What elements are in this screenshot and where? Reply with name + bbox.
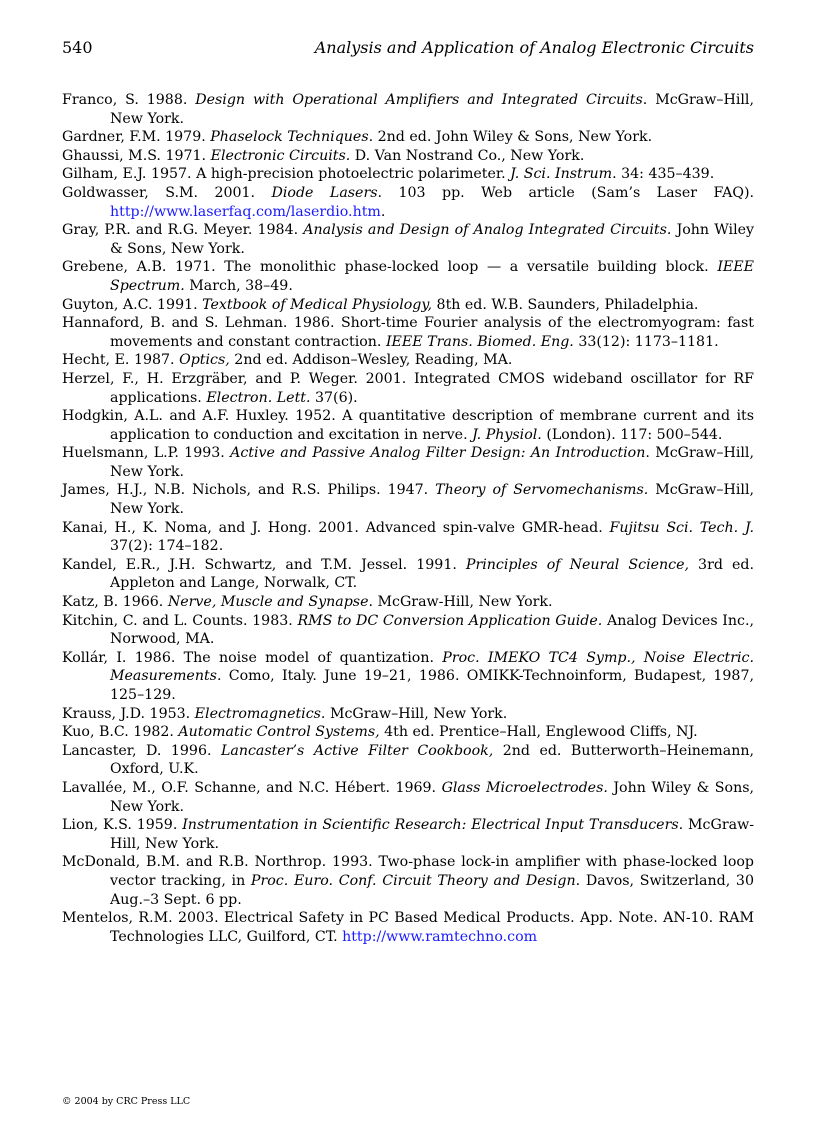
reference-entry — [62, 184, 754, 221]
reference-text: Lavallée, M., O.F. Schanne, and N.C. Hébert. 1969. — [62, 779, 442, 796]
reference-text: Herzel, F., H. Erzgräber, and P. Weger. 2001. Integrated CMOS wideband oscillator for RF applications. — [62, 370, 754, 406]
reference-text: McDonald, B.M. and R.B. Northrop. 1993. Two-phase lock-in amplifier with phase-locked loop vector tracking, in — [62, 854, 754, 889]
reference-entry — [62, 779, 754, 816]
reference-title: Principles of Neural Science, — [465, 556, 689, 573]
reference-title: Theory of Servomechanisms. — [435, 482, 649, 499]
reference-text: Kollár, I. 1986. The noise model of quantization. — [62, 649, 443, 666]
reference-text: John Wiley & Sons, New York. — [110, 222, 755, 257]
reference-title: Proc. Euro. Conf. Circuit Theory and Design — [250, 872, 576, 889]
reference-text: Hannaford, B. and S. Lehman. 1986. Short-time Fourier analysis of the electromyogram: fast movements and constant contraction. — [62, 315, 754, 350]
reference-entry — [62, 556, 754, 593]
reference-text: 3rd ed. Appleton and Lange, Norwalk, CT. — [110, 556, 754, 592]
reference-text: Gardner, F.M. 1979. — [62, 129, 211, 146]
page-number: 540 — [62, 38, 93, 57]
reference-title: J. Sci. Instrum — [510, 166, 613, 183]
reference-title: Nerve, Muscle and Synapse — [167, 594, 369, 611]
reference-text: 4th ed. Prentice–Hall, Englewood Cliffs, NJ. — [379, 724, 698, 741]
reference-text: . McGraw–Hill, New York. — [110, 445, 754, 480]
reference-text: . 103 pp. Web article (Sam’s Laser FAQ). — [377, 184, 754, 201]
reference-entry — [62, 221, 754, 258]
reference-title: IEEE Spectrum. — [110, 259, 754, 294]
reference-entry — [62, 128, 754, 147]
reference-text: Goldwasser, S.M. 2001. — [62, 184, 272, 201]
reference-text: (London). 117: 500–544. — [541, 426, 723, 443]
reference-entry — [62, 593, 754, 612]
reference-title: Automatic Control Systems, — [178, 724, 380, 741]
reference-text: . Davos, Switzerland, 30 Aug.–3 Sept. 6 pp. — [110, 872, 754, 908]
reference-text: John Wiley & Sons, New York. — [110, 779, 754, 815]
reference-title: Textbook of Medical Physiology, — [202, 296, 433, 313]
reference-text: Ghaussi, M.S. 1971. — [62, 147, 211, 164]
reference-text: Analog Devices Inc., Norwood, MA. — [110, 612, 754, 648]
reference-title: Lancaster’s Active Filter Cookbook, — [220, 742, 494, 759]
reference-text: . McGraw–Hill, New York. — [110, 92, 754, 127]
reference-list — [62, 91, 754, 946]
reference-text: Como, Italy. June 19–21, 1986. OMIKK-Technoinform, Budapest, 1987, 125–129. — [110, 668, 754, 703]
reference-text: Mentelos, R.M. 2003. Electrical Safety in PC Based Medical Products. App. Note. AN-10. RAM Technologies LLC, Guilford, CT. — [62, 910, 754, 945]
reference-text: 8th ed. W.B. Saunders, Philadelphia. — [432, 296, 699, 313]
reference-entry — [62, 444, 754, 481]
reference-entry — [62, 816, 754, 853]
reference-entry — [62, 351, 754, 370]
reference-title: Optics, — [179, 352, 230, 369]
reference-text: March, 38–49. — [184, 277, 293, 294]
reference-entry — [62, 314, 754, 351]
reference-text: Gray, P.R. and R.G. Meyer. 1984. — [62, 222, 304, 239]
reference-text: 37(6). — [310, 389, 358, 406]
reference-title: RMS to DC Conversion Application Guide. — [297, 612, 603, 629]
reference-entry — [62, 519, 754, 556]
reference-text: D. Van Nostrand Co., New York. — [350, 147, 585, 164]
reference-entry — [62, 370, 754, 407]
reference-text: 2nd ed. Addison–Wesley, Reading, MA. — [229, 352, 513, 369]
reference-text: Hecht, E. 1987. — [62, 352, 180, 369]
reference-title: Active and Passive Analog Filter Design: An Introduction — [230, 445, 646, 462]
copyright-notice: © 2004 by CRC Press LLC — [62, 1096, 191, 1107]
reference-text: Guyton, A.C. 1991. — [62, 296, 203, 313]
reference-title: Electromagnetics. — [194, 705, 326, 722]
reference-title: Fujitsu Sci. Tech. J. — [609, 519, 754, 536]
reference-text: McGraw-Hill, New York. — [110, 817, 755, 852]
reference-link[interactable]: http://www.laserfaq.com/laserdio.htm — [110, 203, 381, 220]
running-title: Analysis and Application of Analog Electronic Circuits — [314, 38, 754, 57]
reference-title: Phaselock Techniques. — [210, 129, 374, 146]
reference-text: McGraw–Hill, New York. — [325, 705, 508, 722]
reference-text: Hodgkin, A.L. and A.F. Huxley. 1952. A quantitative description of membrane current and its application to conduction and excitation in nerve. — [62, 408, 754, 443]
reference-title: Proc. IMEKO TC4 Symp., Noise Electric. Measurements. — [110, 649, 754, 685]
reference-text: Kuo, B.C. 1982. — [62, 724, 179, 741]
reference-entry — [62, 165, 754, 184]
reference-text: Lancaster, D. 1996. — [62, 742, 221, 759]
reference-text: 2nd ed. Butterworth–Heinemann, Oxford, U.K. — [110, 742, 754, 778]
reference-text: Grebene, A.B. 1971. The monolithic phase-locked loop — a versatile building block. — [62, 259, 718, 276]
reference-title: Glass Microelectrodes. — [441, 779, 608, 796]
running-header — [62, 38, 754, 60]
reference-entry — [62, 723, 754, 742]
reference-entry — [62, 612, 754, 649]
reference-text: Franco, S. 1988. — [62, 92, 196, 108]
reference-entry — [62, 742, 754, 779]
reference-text: 2nd ed. John Wiley & Sons, New York. — [373, 129, 653, 146]
reference-text: Krauss, J.D. 1953. — [62, 705, 195, 722]
reference-title: Diode Lasers — [271, 184, 378, 201]
reference-text: Lion, K.S. 1959. — [62, 817, 183, 834]
reference-title: Analysis and Design of Analog Integrated Circuits. — [303, 222, 672, 239]
reference-entry — [62, 909, 754, 946]
reference-title: Instrumentation in Scientific Research: Electrical Input Transducers. — [182, 817, 684, 834]
reference-text: . — [380, 203, 386, 220]
reference-text: James, H.J., N.B. Nichols, and R.S. Philips. 1947. — [62, 482, 436, 499]
reference-text: Kandel, E.R., J.H. Schwartz, and T.M. Jessel. 1991. — [62, 556, 466, 573]
reference-text: 37(2): 174–182. — [110, 538, 224, 555]
reference-entry — [62, 91, 754, 128]
reference-text: Gilham, E.J. 1957. A high-precision photoelectric polarimeter. — [62, 166, 511, 183]
reference-text: Kanai, H., K. Noma, and J. Hong. 2001. Advanced spin-valve GMR-head. — [62, 519, 610, 536]
reference-entry — [62, 407, 754, 444]
reference-entry — [62, 258, 754, 295]
reference-text: Kitchin, C. and L. Counts. 1983. — [62, 612, 298, 629]
reference-title: Electron. Lett. — [206, 389, 311, 406]
reference-title: Design with Operational Amplifiers and Integrated Circuits — [195, 92, 643, 108]
reference-text: . 34: 435–439. — [612, 166, 715, 183]
reference-entry — [62, 296, 754, 315]
reference-text: Katz, B. 1966. — [62, 594, 168, 611]
reference-text: McGraw–Hill, New York. — [110, 482, 754, 518]
reference-title: Electronic Circuits. — [210, 147, 351, 164]
reference-text: 33(12): 1173–1181. — [573, 333, 719, 350]
reference-entry — [62, 853, 754, 909]
reference-link[interactable]: http://www.ramtechno.com — [342, 928, 538, 945]
reference-entry — [62, 147, 754, 166]
reference-text: . McGraw-Hill, New York. — [368, 594, 553, 611]
reference-title: IEEE Trans. Biomed. Eng. — [385, 333, 574, 350]
reference-text: Huelsmann, L.P. 1993. — [62, 445, 231, 462]
reference-entry — [62, 649, 754, 705]
reference-entry — [62, 481, 754, 518]
reference-entry — [62, 705, 754, 724]
reference-title: J. Physiol. — [472, 426, 542, 443]
